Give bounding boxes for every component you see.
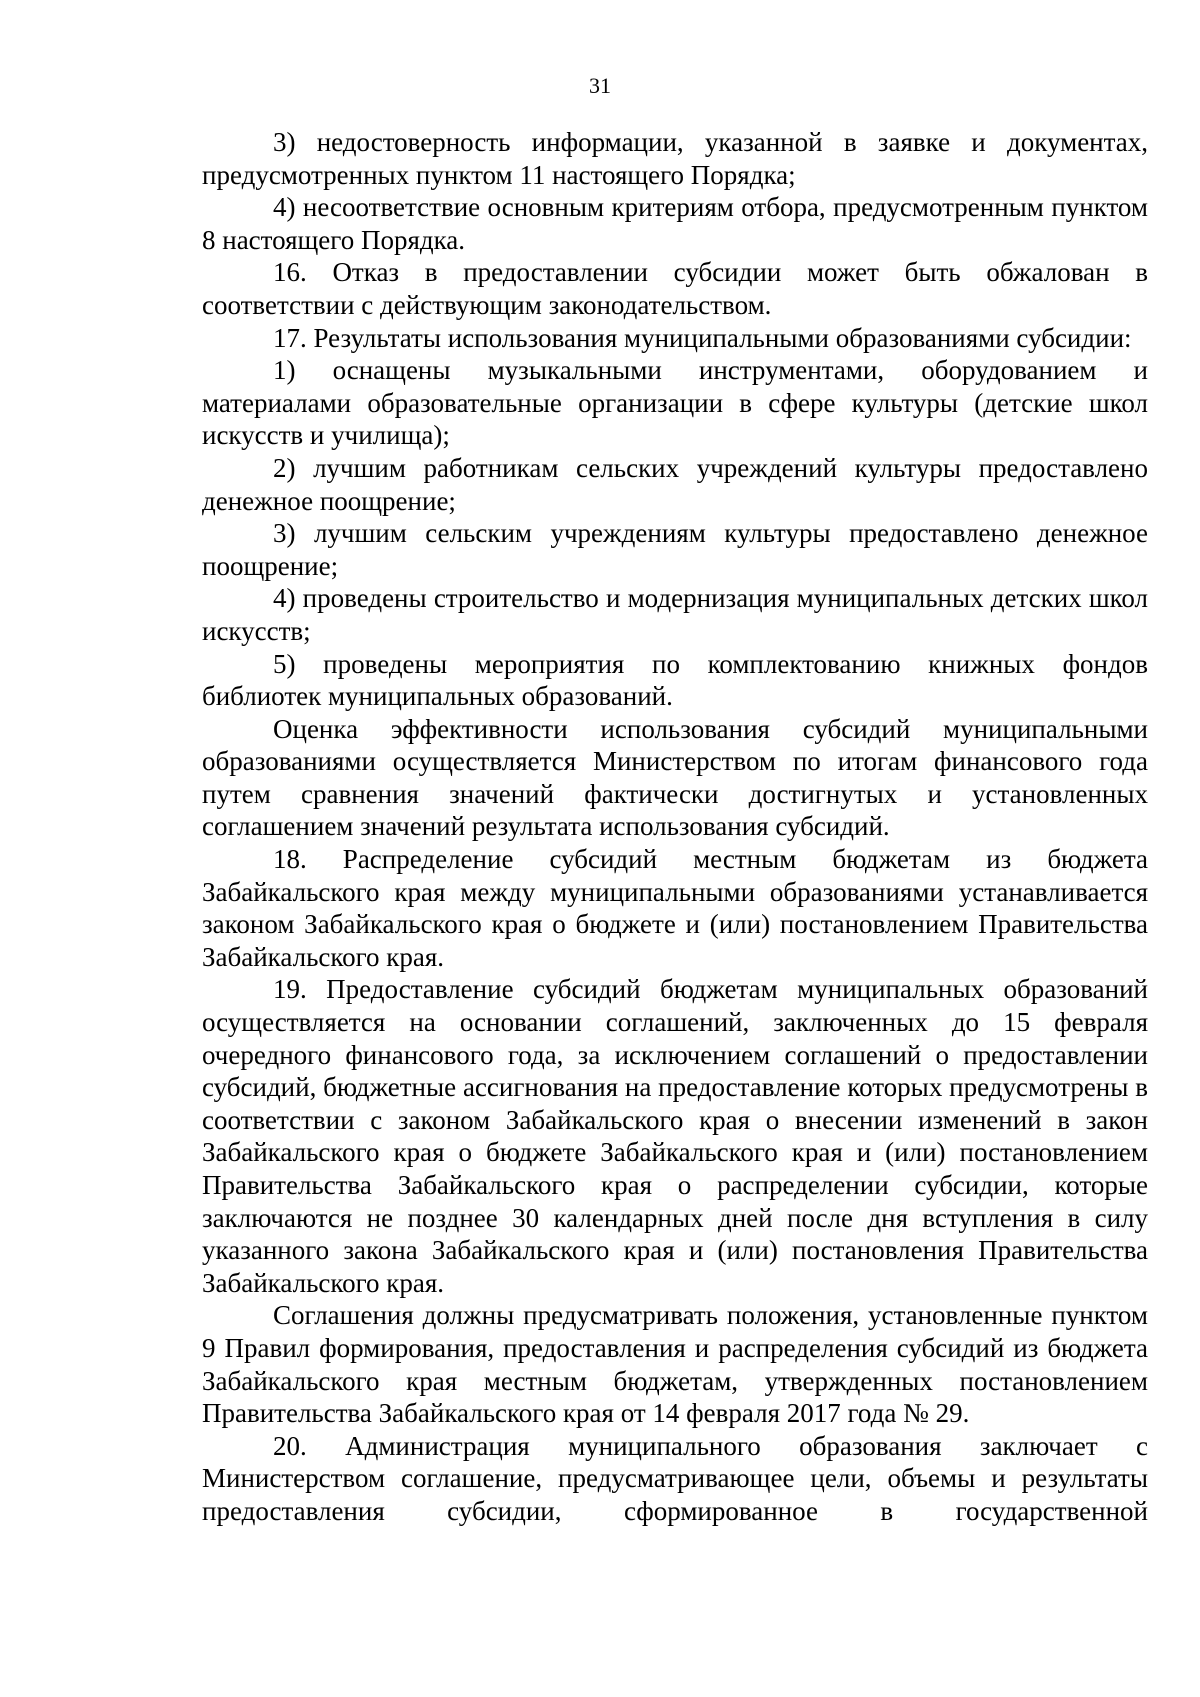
paragraph-16: 16. Отказ в предоставлении субсидии может быть обжалован в соответствии с действующим законодательством. [202,257,1148,320]
paragraph-17-item-2: 2) лучшим работникам сельских учреждений культуры предоставлено денежное поощрение; [202,452,1148,516]
page-number: 31 [589,73,611,98]
paragraph-17-item-3: 3) лучшим сельским учреждениям культуры предоставлено денежное поощрение; [202,518,1148,581]
paragraph-18: 18. Распределение субсидий местным бюджетам из бюджета Забайкальского края между муниципальными образованиями устанавливается законом Забайкальского края о бюджете и (или) постановлением Правительства Забайкальского края. [202,844,1148,972]
document-body [202,126,1148,1528]
paragraph-item-4: 4) несоответствие основным критериям отбора, предусмотренным пунктом 8 настоящего Порядка. [202,192,1148,255]
paragraph-17-item-4: 4) проведены строительство и модернизация муниципальных детских школ искусств; [202,583,1148,646]
paragraph-item-3: 3) недостоверность информации, указанной в заявке и документах, предусмотренных пунктом 11 настоящего Порядка; [202,127,1148,190]
paragraph-17: 17. Результаты использования муниципальными образованиями субсидии: [273,322,1132,353]
paragraph-19: 19. Предоставление субсидий бюджетам муниципальных образований осуществляется на основании соглашений, заключенных до 15 февраля очередного финансового года, за исключением соглашений о предоставлении субсидий, бюджетные ассигнования на предоставление которых предусмотрены в соответствии с законом Забайкальского края о внесении изменений в закон Забайкальского края о бюджете Забайкальского края и (или) постановлением Правительства Забайкальского края о распределении субсидии, которые заключаются не позднее 30 календарных дней после дня вступления в силу указанного закона Забайкальского края и (или) постановления Правительства Забайкальского края. [202,974,1148,1298]
paragraph-evaluation: Оценка эффективности использования субсидий муниципальными образованиями осуществляется Министерством по итогам финансового года путем сравнения значений фактически достигнутых и установленных соглашением значений результата использования субсидий. [202,713,1148,842]
paragraph-agreements: Соглашения должны предусматривать положения, установленные пунктом 9 Правил формирования, предоставления и распределения субсидий из бюджета Забайкальского края местным бюджетам, утвержденных постановлением Правительства Забайкальского края от 14 февраля 2017 года № 29. [202,1300,1148,1429]
paragraph-20: 20. Администрация муниципального образования заключает с Министерством соглашение, предусматривающее цели, объемы и результаты предоставления субсидии, сформированное в государственной [202,1430,1148,1526]
paragraph-17-item-1: 1) оснащены музыкальными инструментами, оборудованием и материалами образовательные организации в сфере культуры (детские школ искусств и училища); [202,355,1148,451]
paragraph-17-item-5: 5) проведены мероприятия по комплектованию книжных фондов библиотек муниципальных образований. [202,648,1148,712]
